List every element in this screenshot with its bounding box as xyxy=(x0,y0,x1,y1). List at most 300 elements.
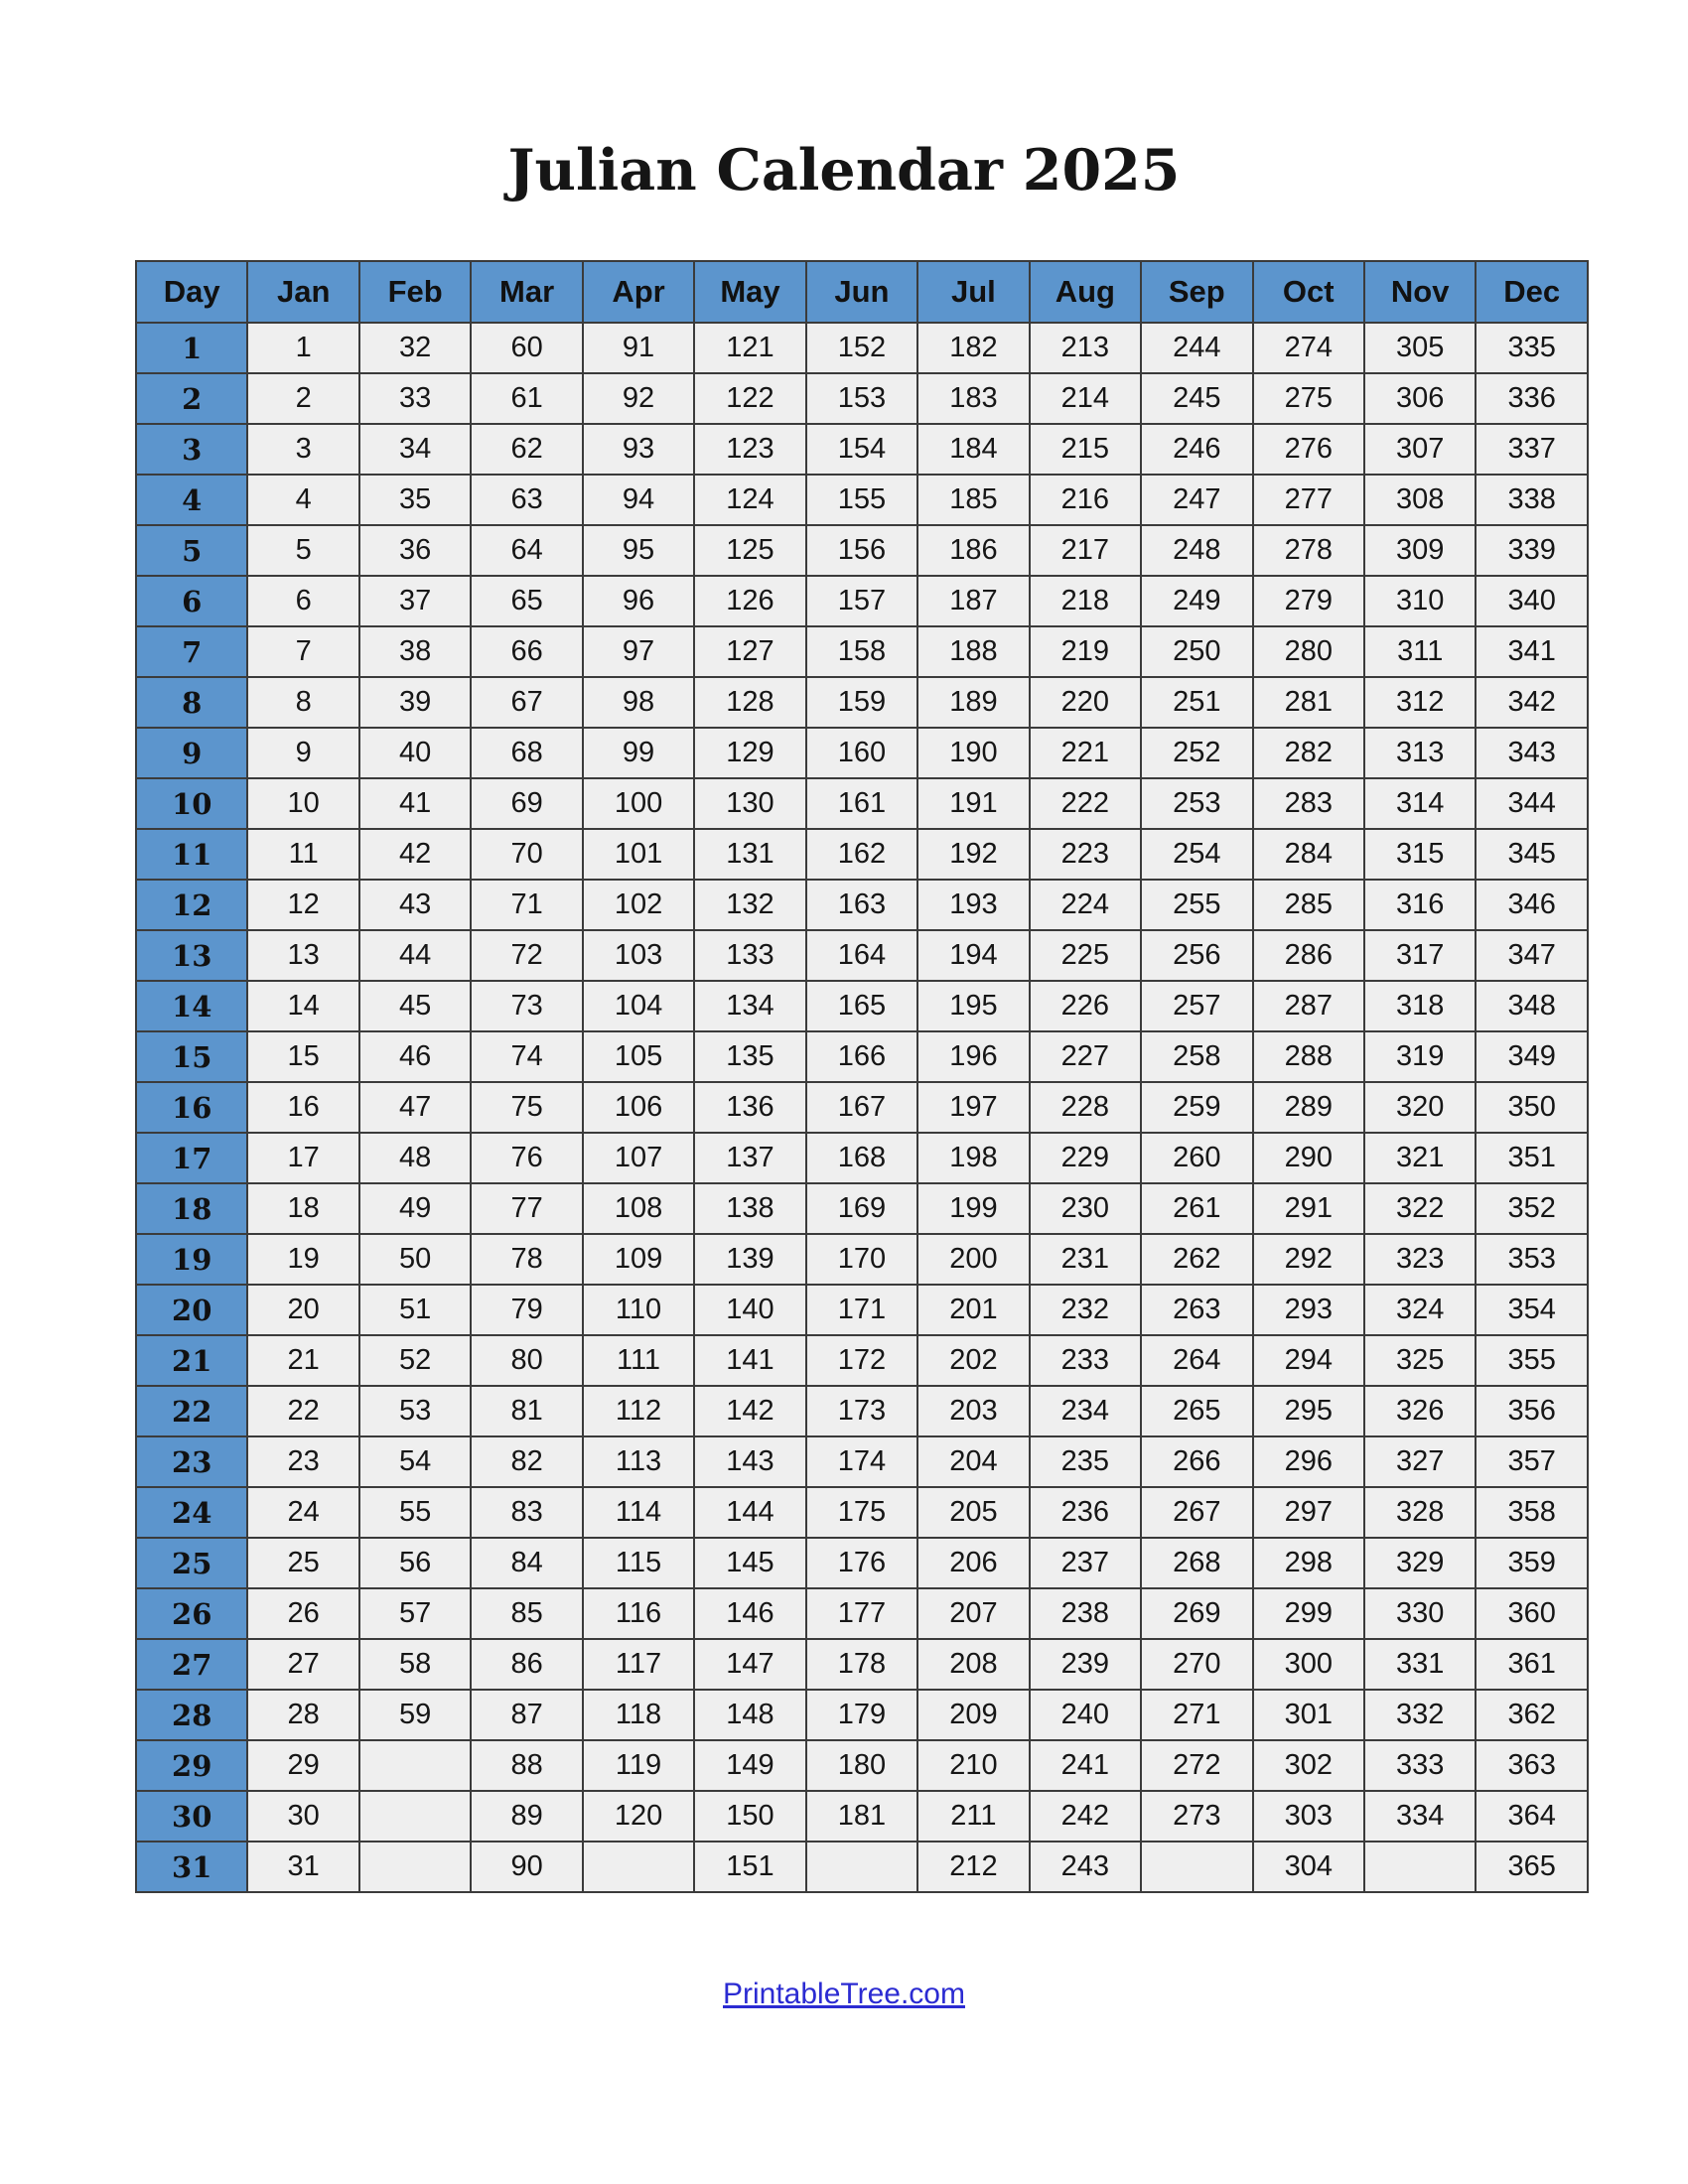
julian-day-cell: 322 xyxy=(1364,1183,1476,1234)
header-cell-month-jul: Jul xyxy=(917,261,1029,323)
julian-day-cell: 356 xyxy=(1476,1386,1588,1436)
julian-day-cell: 100 xyxy=(583,778,694,829)
day-cell: 23 xyxy=(136,1436,247,1487)
table-row-day-26 xyxy=(136,1588,1588,1639)
day-cell: 30 xyxy=(136,1791,247,1842)
header-cell-month-oct: Oct xyxy=(1253,261,1364,323)
julian-day-cell: 256 xyxy=(1141,930,1252,981)
julian-day-cell: 13 xyxy=(247,930,358,981)
julian-day-cell: 225 xyxy=(1030,930,1141,981)
julian-day-cell: 309 xyxy=(1364,525,1476,576)
julian-day-cell: 255 xyxy=(1141,880,1252,930)
julian-day-cell: 150 xyxy=(694,1791,805,1842)
table-row-day-6 xyxy=(136,576,1588,626)
julian-day-cell: 134 xyxy=(694,981,805,1031)
julian-day-cell: 340 xyxy=(1476,576,1588,626)
julian-day-cell: 167 xyxy=(806,1082,917,1133)
table-row-day-16 xyxy=(136,1082,1588,1133)
day-cell: 14 xyxy=(136,981,247,1031)
julian-day-cell: 33 xyxy=(359,373,471,424)
julian-day-cell: 87 xyxy=(471,1690,582,1740)
julian-day-cell: 148 xyxy=(694,1690,805,1740)
julian-day-cell: 12 xyxy=(247,880,358,930)
julian-day-cell: 56 xyxy=(359,1538,471,1588)
day-cell: 18 xyxy=(136,1183,247,1234)
julian-day-cell: 191 xyxy=(917,778,1029,829)
julian-day-cell: 272 xyxy=(1141,1740,1252,1791)
table-row-day-27 xyxy=(136,1639,1588,1690)
day-cell: 12 xyxy=(136,880,247,930)
julian-day-cell: 6 xyxy=(247,576,358,626)
julian-day-cell: 277 xyxy=(1253,475,1364,525)
julian-day-cell: 197 xyxy=(917,1082,1029,1133)
julian-day-cell: 67 xyxy=(471,677,582,728)
table-row-day-29 xyxy=(136,1740,1588,1791)
julian-day-cell: 82 xyxy=(471,1436,582,1487)
julian-day-cell: 40 xyxy=(359,728,471,778)
table-row-day-10 xyxy=(136,778,1588,829)
julian-day-cell: 4 xyxy=(247,475,358,525)
footer xyxy=(0,1978,1688,2011)
julian-day-cell: 347 xyxy=(1476,930,1588,981)
julian-day-cell: 132 xyxy=(694,880,805,930)
julian-day-cell: 157 xyxy=(806,576,917,626)
julian-day-cell: 34 xyxy=(359,424,471,475)
julian-day-cell: 158 xyxy=(806,626,917,677)
julian-day-cell: 363 xyxy=(1476,1740,1588,1791)
julian-day-cell: 341 xyxy=(1476,626,1588,677)
julian-day-cell: 311 xyxy=(1364,626,1476,677)
julian-day-cell: 358 xyxy=(1476,1487,1588,1538)
header-cell-day: Day xyxy=(136,261,247,323)
julian-day-cell: 151 xyxy=(694,1842,805,1892)
table-row-day-25 xyxy=(136,1538,1588,1588)
julian-day-cell: 57 xyxy=(359,1588,471,1639)
day-cell: 5 xyxy=(136,525,247,576)
julian-day-cell: 353 xyxy=(1476,1234,1588,1285)
julian-day-cell: 137 xyxy=(694,1133,805,1183)
footer-link[interactable]: PrintableTree.com xyxy=(723,1978,965,2010)
julian-day-cell: 211 xyxy=(917,1791,1029,1842)
julian-day-cell: 271 xyxy=(1141,1690,1252,1740)
julian-day-cell: 51 xyxy=(359,1285,471,1335)
day-cell: 28 xyxy=(136,1690,247,1740)
julian-day-cell: 283 xyxy=(1253,778,1364,829)
julian-day-cell: 155 xyxy=(806,475,917,525)
header-cell-month-nov: Nov xyxy=(1364,261,1476,323)
julian-day-cell: 138 xyxy=(694,1183,805,1234)
julian-day-cell: 306 xyxy=(1364,373,1476,424)
julian-day-cell: 201 xyxy=(917,1285,1029,1335)
julian-day-cell: 195 xyxy=(917,981,1029,1031)
day-cell: 9 xyxy=(136,728,247,778)
julian-day-cell: 79 xyxy=(471,1285,582,1335)
julian-day-cell: 44 xyxy=(359,930,471,981)
julian-day-cell: 17 xyxy=(247,1133,358,1183)
julian-day-cell: 365 xyxy=(1476,1842,1588,1892)
julian-day-cell: 177 xyxy=(806,1588,917,1639)
table-row-day-5 xyxy=(136,525,1588,576)
julian-day-cell: 38 xyxy=(359,626,471,677)
julian-day-cell: 95 xyxy=(583,525,694,576)
julian-day-cell: 193 xyxy=(917,880,1029,930)
julian-day-cell: 315 xyxy=(1364,829,1476,880)
julian-day-cell: 228 xyxy=(1030,1082,1141,1133)
table-row-day-20 xyxy=(136,1285,1588,1335)
julian-day-cell: 312 xyxy=(1364,677,1476,728)
julian-day-cell: 224 xyxy=(1030,880,1141,930)
julian-day-cell: 196 xyxy=(917,1031,1029,1082)
julian-day-cell: 58 xyxy=(359,1639,471,1690)
julian-day-cell: 282 xyxy=(1253,728,1364,778)
julian-day-cell: 333 xyxy=(1364,1740,1476,1791)
julian-day-cell: 170 xyxy=(806,1234,917,1285)
julian-day-cell: 5 xyxy=(247,525,358,576)
julian-day-cell: 265 xyxy=(1141,1386,1252,1436)
julian-day-cell: 144 xyxy=(694,1487,805,1538)
julian-day-cell: 76 xyxy=(471,1133,582,1183)
julian-day-cell: 59 xyxy=(359,1690,471,1740)
julian-day-cell: 94 xyxy=(583,475,694,525)
julian-day-cell: 291 xyxy=(1253,1183,1364,1234)
julian-day-cell: 121 xyxy=(694,323,805,373)
julian-day-cell: 326 xyxy=(1364,1386,1476,1436)
day-cell: 20 xyxy=(136,1285,247,1335)
day-cell: 21 xyxy=(136,1335,247,1386)
julian-day-cell: 49 xyxy=(359,1183,471,1234)
day-cell: 13 xyxy=(136,930,247,981)
julian-day-cell: 73 xyxy=(471,981,582,1031)
julian-day-cell: 295 xyxy=(1253,1386,1364,1436)
julian-day-cell: 147 xyxy=(694,1639,805,1690)
julian-day-cell: 229 xyxy=(1030,1133,1141,1183)
julian-day-cell: 273 xyxy=(1141,1791,1252,1842)
julian-day-cell: 45 xyxy=(359,981,471,1031)
day-cell: 25 xyxy=(136,1538,247,1588)
julian-day-cell: 360 xyxy=(1476,1588,1588,1639)
julian-day-cell: 136 xyxy=(694,1082,805,1133)
julian-day-cell: 140 xyxy=(694,1285,805,1335)
header-cell-month-mar: Mar xyxy=(471,261,582,323)
julian-day-cell: 113 xyxy=(583,1436,694,1487)
julian-day-cell: 85 xyxy=(471,1588,582,1639)
day-cell: 4 xyxy=(136,475,247,525)
julian-day-cell: 104 xyxy=(583,981,694,1031)
julian-day-cell: 276 xyxy=(1253,424,1364,475)
julian-day-cell: 210 xyxy=(917,1740,1029,1791)
julian-day-cell: 293 xyxy=(1253,1285,1364,1335)
table-row-day-9 xyxy=(136,728,1588,778)
julian-day-cell: 21 xyxy=(247,1335,358,1386)
julian-day-cell: 269 xyxy=(1141,1588,1252,1639)
julian-day-cell: 98 xyxy=(583,677,694,728)
julian-day-cell: 52 xyxy=(359,1335,471,1386)
julian-day-cell: 133 xyxy=(694,930,805,981)
julian-day-cell: 209 xyxy=(917,1690,1029,1740)
julian-day-cell: 146 xyxy=(694,1588,805,1639)
julian-day-cell: 118 xyxy=(583,1690,694,1740)
julian-day-cell xyxy=(359,1791,471,1842)
julian-day-cell: 248 xyxy=(1141,525,1252,576)
table-row-day-31 xyxy=(136,1842,1588,1892)
julian-day-cell: 75 xyxy=(471,1082,582,1133)
julian-day-cell: 122 xyxy=(694,373,805,424)
julian-day-cell: 226 xyxy=(1030,981,1141,1031)
julian-day-cell: 72 xyxy=(471,930,582,981)
table-row-day-1 xyxy=(136,323,1588,373)
julian-day-cell: 142 xyxy=(694,1386,805,1436)
julian-day-cell: 250 xyxy=(1141,626,1252,677)
julian-day-cell: 221 xyxy=(1030,728,1141,778)
julian-day-cell: 330 xyxy=(1364,1588,1476,1639)
julian-day-cell: 287 xyxy=(1253,981,1364,1031)
julian-day-cell: 334 xyxy=(1364,1791,1476,1842)
julian-day-cell: 186 xyxy=(917,525,1029,576)
julian-day-cell: 350 xyxy=(1476,1082,1588,1133)
julian-day-cell: 90 xyxy=(471,1842,582,1892)
julian-day-cell: 129 xyxy=(694,728,805,778)
julian-day-cell: 232 xyxy=(1030,1285,1141,1335)
julian-day-cell: 175 xyxy=(806,1487,917,1538)
julian-day-cell: 263 xyxy=(1141,1285,1252,1335)
julian-day-cell: 91 xyxy=(583,323,694,373)
julian-day-cell: 264 xyxy=(1141,1335,1252,1386)
julian-day-cell: 200 xyxy=(917,1234,1029,1285)
julian-day-cell: 7 xyxy=(247,626,358,677)
julian-day-cell: 233 xyxy=(1030,1335,1141,1386)
julian-calendar-table xyxy=(135,260,1589,1893)
julian-day-cell: 135 xyxy=(694,1031,805,1082)
julian-day-cell: 179 xyxy=(806,1690,917,1740)
julian-day-cell: 289 xyxy=(1253,1082,1364,1133)
day-cell: 31 xyxy=(136,1842,247,1892)
julian-day-cell: 325 xyxy=(1364,1335,1476,1386)
julian-day-cell: 78 xyxy=(471,1234,582,1285)
julian-day-cell: 108 xyxy=(583,1183,694,1234)
julian-day-cell: 216 xyxy=(1030,475,1141,525)
julian-day-cell: 247 xyxy=(1141,475,1252,525)
julian-day-cell: 83 xyxy=(471,1487,582,1538)
julian-day-cell: 53 xyxy=(359,1386,471,1436)
julian-day-cell: 362 xyxy=(1476,1690,1588,1740)
julian-day-cell xyxy=(359,1740,471,1791)
julian-day-cell: 77 xyxy=(471,1183,582,1234)
julian-day-cell: 42 xyxy=(359,829,471,880)
julian-day-cell: 286 xyxy=(1253,930,1364,981)
julian-day-cell: 251 xyxy=(1141,677,1252,728)
julian-day-cell: 149 xyxy=(694,1740,805,1791)
day-cell: 1 xyxy=(136,323,247,373)
julian-day-cell: 275 xyxy=(1253,373,1364,424)
julian-day-cell: 279 xyxy=(1253,576,1364,626)
julian-day-cell: 284 xyxy=(1253,829,1364,880)
julian-day-cell: 178 xyxy=(806,1639,917,1690)
julian-day-cell: 130 xyxy=(694,778,805,829)
julian-day-cell: 212 xyxy=(917,1842,1029,1892)
julian-day-cell: 217 xyxy=(1030,525,1141,576)
julian-day-cell: 321 xyxy=(1364,1133,1476,1183)
julian-day-cell: 127 xyxy=(694,626,805,677)
julian-day-cell: 207 xyxy=(917,1588,1029,1639)
header-cell-month-jun: Jun xyxy=(806,261,917,323)
table-row-day-18 xyxy=(136,1183,1588,1234)
julian-day-cell: 128 xyxy=(694,677,805,728)
julian-day-cell: 337 xyxy=(1476,424,1588,475)
julian-day-cell: 116 xyxy=(583,1588,694,1639)
julian-day-cell: 41 xyxy=(359,778,471,829)
julian-day-cell: 230 xyxy=(1030,1183,1141,1234)
julian-day-cell: 105 xyxy=(583,1031,694,1082)
julian-day-cell: 206 xyxy=(917,1538,1029,1588)
julian-day-cell: 296 xyxy=(1253,1436,1364,1487)
julian-day-cell: 181 xyxy=(806,1791,917,1842)
julian-day-cell: 343 xyxy=(1476,728,1588,778)
julian-day-cell: 298 xyxy=(1253,1538,1364,1588)
julian-day-cell: 125 xyxy=(694,525,805,576)
julian-day-cell: 205 xyxy=(917,1487,1029,1538)
julian-day-cell: 231 xyxy=(1030,1234,1141,1285)
julian-day-cell: 361 xyxy=(1476,1639,1588,1690)
julian-day-cell: 97 xyxy=(583,626,694,677)
julian-day-cell: 3 xyxy=(247,424,358,475)
julian-day-cell: 182 xyxy=(917,323,1029,373)
julian-day-cell: 234 xyxy=(1030,1386,1141,1436)
julian-day-cell: 352 xyxy=(1476,1183,1588,1234)
julian-day-cell: 329 xyxy=(1364,1538,1476,1588)
julian-day-cell: 166 xyxy=(806,1031,917,1082)
julian-day-cell: 30 xyxy=(247,1791,358,1842)
julian-day-cell: 112 xyxy=(583,1386,694,1436)
julian-day-cell: 156 xyxy=(806,525,917,576)
julian-day-cell: 192 xyxy=(917,829,1029,880)
julian-day-cell: 324 xyxy=(1364,1285,1476,1335)
day-cell: 29 xyxy=(136,1740,247,1791)
julian-day-cell: 258 xyxy=(1141,1031,1252,1082)
julian-day-cell: 1 xyxy=(247,323,358,373)
table-row-day-8 xyxy=(136,677,1588,728)
julian-day-cell: 331 xyxy=(1364,1639,1476,1690)
julian-day-cell: 252 xyxy=(1141,728,1252,778)
julian-day-cell: 354 xyxy=(1476,1285,1588,1335)
julian-day-cell: 164 xyxy=(806,930,917,981)
julian-day-cell: 120 xyxy=(583,1791,694,1842)
julian-day-cell: 111 xyxy=(583,1335,694,1386)
julian-day-cell: 89 xyxy=(471,1791,582,1842)
julian-day-cell: 54 xyxy=(359,1436,471,1487)
header-cell-month-aug: Aug xyxy=(1030,261,1141,323)
header-cell-month-dec: Dec xyxy=(1476,261,1588,323)
julian-day-cell: 123 xyxy=(694,424,805,475)
julian-day-cell: 305 xyxy=(1364,323,1476,373)
julian-day-cell: 99 xyxy=(583,728,694,778)
header-cell-month-feb: Feb xyxy=(359,261,471,323)
day-cell: 19 xyxy=(136,1234,247,1285)
julian-day-cell: 102 xyxy=(583,880,694,930)
julian-day-cell xyxy=(1141,1842,1252,1892)
julian-day-cell: 335 xyxy=(1476,323,1588,373)
julian-day-cell: 253 xyxy=(1141,778,1252,829)
julian-day-cell: 188 xyxy=(917,626,1029,677)
julian-day-cell: 314 xyxy=(1364,778,1476,829)
julian-day-cell: 39 xyxy=(359,677,471,728)
julian-day-cell: 92 xyxy=(583,373,694,424)
julian-day-cell: 268 xyxy=(1141,1538,1252,1588)
julian-day-cell: 139 xyxy=(694,1234,805,1285)
julian-day-cell: 245 xyxy=(1141,373,1252,424)
julian-day-cell: 160 xyxy=(806,728,917,778)
julian-day-cell: 46 xyxy=(359,1031,471,1082)
page-title: Julian Calendar 2025 xyxy=(507,137,1181,204)
julian-day-cell: 323 xyxy=(1364,1234,1476,1285)
julian-day-cell: 26 xyxy=(247,1588,358,1639)
table-row-day-3 xyxy=(136,424,1588,475)
julian-day-cell: 246 xyxy=(1141,424,1252,475)
day-cell: 11 xyxy=(136,829,247,880)
table-row-day-22 xyxy=(136,1386,1588,1436)
julian-day-cell: 109 xyxy=(583,1234,694,1285)
julian-day-cell: 310 xyxy=(1364,576,1476,626)
table-header xyxy=(136,261,1588,323)
julian-day-cell: 68 xyxy=(471,728,582,778)
header-row xyxy=(136,261,1588,323)
day-cell: 16 xyxy=(136,1082,247,1133)
julian-day-cell: 342 xyxy=(1476,677,1588,728)
julian-day-cell: 194 xyxy=(917,930,1029,981)
julian-day-cell: 101 xyxy=(583,829,694,880)
julian-day-cell: 317 xyxy=(1364,930,1476,981)
julian-day-cell: 37 xyxy=(359,576,471,626)
julian-day-cell: 47 xyxy=(359,1082,471,1133)
julian-day-cell: 43 xyxy=(359,880,471,930)
julian-day-cell: 214 xyxy=(1030,373,1141,424)
julian-day-cell: 14 xyxy=(247,981,358,1031)
julian-day-cell: 103 xyxy=(583,930,694,981)
julian-day-cell: 152 xyxy=(806,323,917,373)
julian-day-cell: 339 xyxy=(1476,525,1588,576)
header-cell-month-jan: Jan xyxy=(247,261,358,323)
julian-day-cell: 9 xyxy=(247,728,358,778)
julian-day-cell: 218 xyxy=(1030,576,1141,626)
table-row-day-12 xyxy=(136,880,1588,930)
julian-day-cell: 115 xyxy=(583,1538,694,1588)
julian-day-cell: 25 xyxy=(247,1538,358,1588)
table-row-day-4 xyxy=(136,475,1588,525)
julian-day-cell: 185 xyxy=(917,475,1029,525)
julian-day-cell: 19 xyxy=(247,1234,358,1285)
julian-day-cell: 143 xyxy=(694,1436,805,1487)
julian-day-cell: 364 xyxy=(1476,1791,1588,1842)
julian-day-cell: 199 xyxy=(917,1183,1029,1234)
julian-day-cell: 202 xyxy=(917,1335,1029,1386)
julian-day-cell: 241 xyxy=(1030,1740,1141,1791)
julian-day-cell: 316 xyxy=(1364,880,1476,930)
julian-day-cell: 359 xyxy=(1476,1538,1588,1588)
day-cell: 24 xyxy=(136,1487,247,1538)
julian-day-cell: 344 xyxy=(1476,778,1588,829)
julian-day-cell xyxy=(583,1842,694,1892)
julian-day-cell: 249 xyxy=(1141,576,1252,626)
julian-day-cell: 163 xyxy=(806,880,917,930)
julian-day-cell: 173 xyxy=(806,1386,917,1436)
julian-day-cell: 32 xyxy=(359,323,471,373)
julian-day-cell: 288 xyxy=(1253,1031,1364,1082)
julian-day-cell: 274 xyxy=(1253,323,1364,373)
julian-day-cell: 161 xyxy=(806,778,917,829)
julian-day-cell: 336 xyxy=(1476,373,1588,424)
julian-day-cell: 351 xyxy=(1476,1133,1588,1183)
julian-day-cell: 243 xyxy=(1030,1842,1141,1892)
julian-day-cell: 242 xyxy=(1030,1791,1141,1842)
